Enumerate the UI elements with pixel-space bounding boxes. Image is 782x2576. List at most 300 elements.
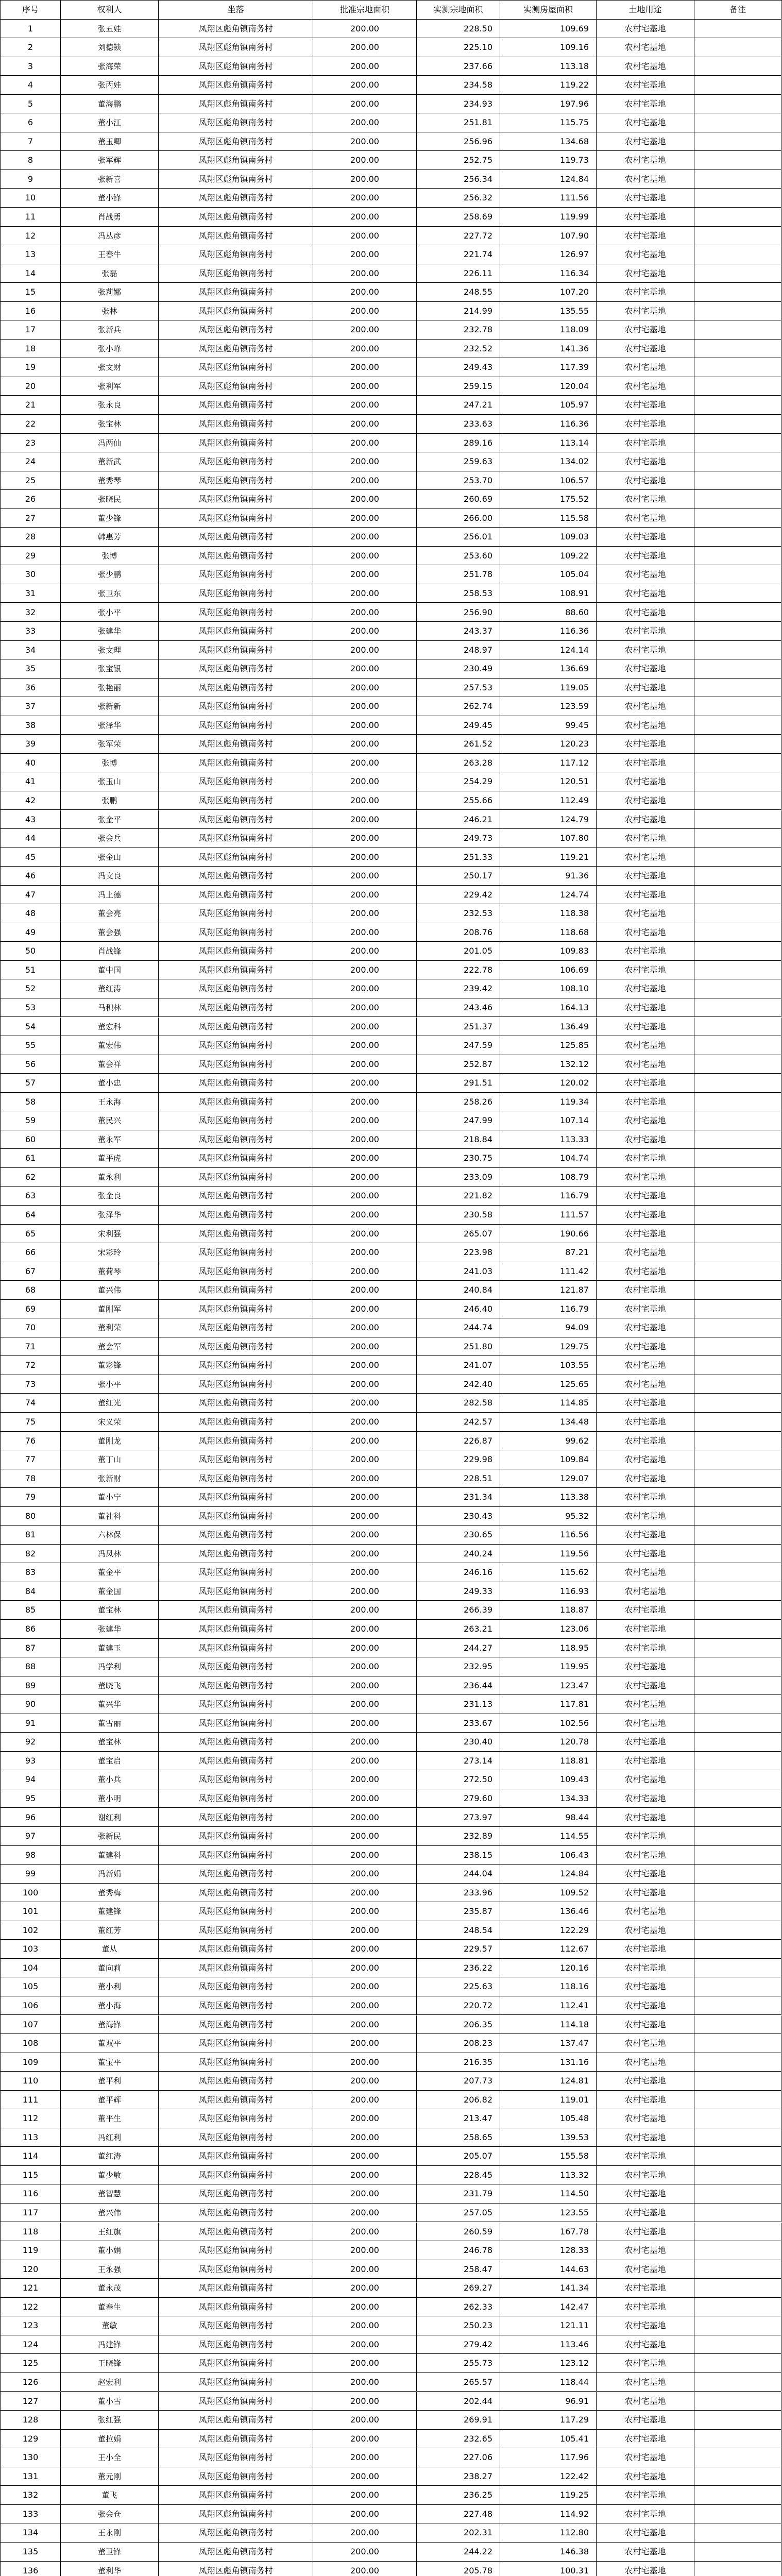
cell-land-use: 农村宅基地 [597,2279,694,2298]
cell-measured-land-area: 230.75 [417,1149,500,1168]
cell-approved-area: 200.00 [313,396,417,415]
cell-measured-building-area: 115.58 [500,509,597,528]
cell-measured-building-area: 108.91 [500,584,597,603]
cell-owner: 董平生 [61,2109,159,2128]
cell-owner: 董会亮 [61,904,159,923]
cell-owner: 董小娟 [61,2241,159,2260]
cell-index: 13 [1,245,61,264]
cell-index: 111 [1,2091,61,2110]
cell-measured-land-area: 289.16 [417,434,500,453]
cell-approved-area: 200.00 [313,829,417,848]
cell-remarks [694,1639,781,1658]
cell-measured-building-area: 114.18 [500,2015,597,2035]
cell-measured-land-area: 230.43 [417,1507,500,1526]
cell-measured-land-area: 240.84 [417,1281,500,1300]
cell-approved-area: 200.00 [313,772,417,791]
cell-location: 凤翔区彪角镇南务村 [159,2223,313,2242]
cell-measured-land-area: 262.74 [417,697,500,716]
cell-location: 凤翔区彪角镇南务村 [159,415,313,434]
cell-measured-land-area: 233.96 [417,1884,500,1903]
cell-measured-land-area: 241.03 [417,1262,500,1281]
cell-approved-area: 200.00 [313,1695,417,1714]
cell-measured-building-area: 128.33 [500,2241,597,2260]
cell-location: 凤翔区彪角镇南务村 [159,1356,313,1375]
cell-location: 凤翔区彪角镇南务村 [159,584,313,603]
cell-approved-area: 200.00 [313,904,417,923]
cell-location: 凤翔区彪角镇南务村 [159,245,313,264]
cell-remarks [694,1770,781,1789]
cell-location: 凤翔区彪角镇南务村 [159,1733,313,1752]
cell-measured-land-area: 256.32 [417,189,500,208]
cell-remarks [694,1413,781,1432]
cell-measured-building-area: 125.65 [500,1375,597,1394]
cell-location: 凤翔区彪角镇南务村 [159,2204,313,2223]
cell-land-use: 农村宅基地 [597,659,694,679]
cell-land-use: 农村宅基地 [597,2128,694,2147]
cell-remarks [694,584,781,603]
cell-land-use: 农村宅基地 [597,1356,694,1375]
cell-land-use: 农村宅基地 [597,1827,694,1846]
cell-land-use: 农村宅基地 [597,151,694,170]
cell-index: 8 [1,151,61,170]
cell-land-use: 农村宅基地 [597,2015,694,2035]
cell-location: 凤翔区彪角镇南务村 [159,2411,313,2430]
cell-measured-land-area: 237.66 [417,57,500,76]
cell-owner: 董中国 [61,961,159,980]
cell-approved-area: 200.00 [313,1074,417,1093]
cell-approved-area: 200.00 [313,2109,417,2128]
cell-remarks [694,1262,781,1281]
cell-owner: 董红芳 [61,1921,159,1940]
cell-remarks [694,2486,781,2505]
cell-approved-area: 200.00 [313,1149,417,1168]
header-measured-building-area: 实测房屋面积 [500,1,597,20]
cell-remarks [694,1657,781,1676]
cell-approved-area: 200.00 [313,76,417,95]
cell-location: 凤翔区彪角镇南务村 [159,1902,313,1921]
cell-land-use: 农村宅基地 [597,2204,694,2223]
cell-land-use: 农村宅基地 [597,2562,694,2576]
cell-owner: 董刚龙 [61,1432,159,1451]
cell-land-use: 农村宅基地 [597,283,694,302]
cell-approved-area: 200.00 [313,979,417,998]
cell-location: 凤翔区彪角镇南务村 [159,1695,313,1714]
cell-owner: 董小江 [61,113,159,132]
cell-location: 凤翔区彪角镇南务村 [159,528,313,547]
cell-location: 凤翔区彪角镇南务村 [159,2166,313,2185]
cell-remarks [694,264,781,283]
cell-land-use: 农村宅基地 [597,603,694,622]
cell-land-use: 农村宅基地 [597,1884,694,1903]
cell-land-use: 农村宅基地 [597,1620,694,1639]
cell-approved-area: 200.00 [313,754,417,773]
cell-owner: 董红涛 [61,979,159,998]
cell-remarks [694,1865,781,1884]
cell-owner: 张博 [61,547,159,566]
cell-land-use: 农村宅基地 [597,1450,694,1469]
cell-location: 凤翔区彪角镇南务村 [159,886,313,905]
cell-measured-building-area: 106.57 [500,471,597,490]
cell-land-use: 农村宅基地 [597,716,694,735]
cell-measured-land-area: 231.34 [417,1488,500,1507]
cell-remarks [694,1243,781,1262]
cell-location: 凤翔区彪角镇南务村 [159,471,313,490]
cell-remarks [694,1225,781,1244]
cell-owner: 肖战勇 [61,208,159,227]
cell-approved-area: 200.00 [313,2034,417,2053]
cell-measured-building-area: 123.59 [500,697,597,716]
cell-approved-area: 200.00 [313,471,417,490]
cell-measured-building-area: 113.32 [500,2166,597,2185]
cell-approved-area: 200.00 [313,490,417,509]
cell-location: 凤翔区彪角镇南务村 [159,2316,313,2335]
cell-owner: 张磊 [61,264,159,283]
cell-measured-building-area: 108.10 [500,979,597,998]
cell-measured-land-area: 229.98 [417,1450,500,1469]
cell-approved-area: 200.00 [313,2015,417,2035]
cell-index: 51 [1,961,61,980]
cell-approved-area: 200.00 [313,2335,417,2354]
cell-measured-building-area: 112.80 [500,2523,597,2543]
cell-approved-area: 200.00 [313,1225,417,1244]
cell-approved-area: 200.00 [313,2204,417,2223]
cell-remarks [694,1563,781,1582]
cell-measured-building-area: 119.22 [500,76,597,95]
cell-measured-land-area: 232.65 [417,2430,500,2449]
cell-owner: 董金平 [61,1563,159,1582]
cell-land-use: 农村宅基地 [597,697,694,716]
cell-index: 121 [1,2279,61,2298]
cell-approved-area: 200.00 [313,1187,417,1206]
cell-measured-land-area: 249.73 [417,829,500,848]
cell-owner: 张新财 [61,1469,159,1488]
cell-owner: 冯丛彦 [61,227,159,246]
cell-measured-land-area: 208.76 [417,923,500,942]
cell-owner: 董平利 [61,2072,159,2091]
cell-land-use: 农村宅基地 [597,829,694,848]
cell-owner: 张军辉 [61,151,159,170]
cell-land-use: 农村宅基地 [597,1714,694,1733]
cell-measured-building-area: 119.21 [500,848,597,867]
cell-location: 凤翔区彪角镇南务村 [159,189,313,208]
cell-approved-area: 200.00 [313,1884,417,1903]
cell-remarks [694,2109,781,2128]
cell-owner: 董宝林 [61,1733,159,1752]
cell-owner: 董会军 [61,1337,159,1357]
cell-measured-building-area: 105.41 [500,2430,597,2449]
cell-measured-land-area: 246.16 [417,1563,500,1582]
cell-owner: 董平虎 [61,1149,159,1168]
cell-measured-building-area: 129.07 [500,1469,597,1488]
cell-measured-building-area: 129.75 [500,1337,597,1357]
cell-land-use: 农村宅基地 [597,565,694,584]
cell-index: 86 [1,1620,61,1639]
cell-remarks [694,2223,781,2242]
cell-measured-building-area: 107.20 [500,283,597,302]
cell-measured-building-area: 137.47 [500,2034,597,2053]
cell-owner: 董建科 [61,1846,159,1865]
cell-land-use: 农村宅基地 [597,791,694,810]
cell-remarks [694,2034,781,2053]
cell-owner: 王永刚 [61,2523,159,2543]
cell-location: 凤翔区彪角镇南务村 [159,1808,313,1827]
cell-approved-area: 200.00 [313,2354,417,2373]
cell-index: 98 [1,1846,61,1865]
cell-remarks [694,302,781,321]
header-owner: 权利人 [61,1,159,20]
cell-approved-area: 200.00 [313,1375,417,1394]
cell-measured-land-area: 263.21 [417,1620,500,1639]
cell-remarks [694,396,781,415]
cell-land-use: 农村宅基地 [597,1921,694,1940]
cell-location: 凤翔区彪角镇南务村 [159,1620,313,1639]
cell-location: 凤翔区彪角镇南务村 [159,1488,313,1507]
cell-index: 21 [1,396,61,415]
cell-measured-building-area: 113.38 [500,1488,597,1507]
cell-measured-land-area: 251.33 [417,848,500,867]
cell-index: 78 [1,1469,61,1488]
cell-index: 55 [1,1036,61,1055]
cell-measured-land-area: 233.63 [417,415,500,434]
cell-measured-land-area: 291.51 [417,1074,500,1093]
cell-approved-area: 200.00 [313,38,417,57]
cell-approved-area: 200.00 [313,2091,417,2110]
cell-location: 凤翔区彪角镇南务村 [159,1639,313,1658]
cell-index: 132 [1,2486,61,2505]
cell-owner: 王小全 [61,2448,159,2467]
cell-measured-building-area: 112.41 [500,1996,597,2015]
cell-approved-area: 200.00 [313,1337,417,1357]
cell-index: 74 [1,1394,61,1413]
cell-approved-area: 200.00 [313,1036,417,1055]
cell-index: 76 [1,1432,61,1451]
cell-owner: 董永茂 [61,2279,159,2298]
cell-index: 117 [1,2204,61,2223]
cell-measured-land-area: 216.35 [417,2053,500,2072]
cell-land-use: 农村宅基地 [597,1018,694,1037]
cell-owner: 张博 [61,754,159,773]
cell-approved-area: 200.00 [313,810,417,829]
cell-owner: 王永海 [61,1093,159,1112]
cell-measured-land-area: 206.35 [417,2015,500,2035]
cell-land-use: 农村宅基地 [597,641,694,660]
cell-index: 71 [1,1337,61,1357]
cell-measured-land-area: 232.95 [417,1657,500,1676]
cell-index: 95 [1,1789,61,1808]
cell-measured-land-area: 282.58 [417,1394,500,1413]
cell-measured-building-area: 105.97 [500,396,597,415]
cell-owner: 冯新娟 [61,1865,159,1884]
cell-measured-building-area: 113.18 [500,57,597,76]
cell-land-use: 农村宅基地 [597,2543,694,2562]
cell-index: 58 [1,1093,61,1112]
cell-land-use: 农村宅基地 [597,1846,694,1865]
cell-index: 136 [1,2562,61,2576]
cell-land-use: 农村宅基地 [597,735,694,754]
cell-approved-area: 200.00 [313,1865,417,1884]
cell-measured-building-area: 118.44 [500,2373,597,2392]
cell-measured-land-area: 266.39 [417,1601,500,1620]
cell-location: 凤翔区彪角镇南务村 [159,2053,313,2072]
cell-measured-building-area: 136.69 [500,659,597,679]
cell-measured-land-area: 269.91 [417,2411,500,2430]
cell-approved-area: 200.00 [313,2523,417,2543]
cell-land-use: 农村宅基地 [597,904,694,923]
cell-owner: 张新喜 [61,170,159,189]
cell-measured-land-area: 206.82 [417,2091,500,2110]
cell-measured-building-area: 96.91 [500,2392,597,2411]
cell-approved-area: 200.00 [313,1394,417,1413]
cell-measured-land-area: 246.40 [417,1300,500,1319]
cell-owner: 董小利 [61,1977,159,1996]
cell-measured-building-area: 109.22 [500,547,597,566]
cell-owner: 六林保 [61,1526,159,1545]
cell-measured-land-area: 228.51 [417,1469,500,1488]
cell-measured-building-area: 120.78 [500,1733,597,1752]
cell-approved-area: 200.00 [313,1996,417,2015]
cell-land-use: 农村宅基地 [597,1789,694,1808]
cell-owner: 刘德锁 [61,38,159,57]
cell-approved-area: 200.00 [313,452,417,471]
cell-approved-area: 200.00 [313,622,417,641]
cell-index: 44 [1,829,61,848]
cell-index: 127 [1,2392,61,2411]
cell-approved-area: 200.00 [313,2373,417,2392]
cell-measured-land-area: 244.22 [417,2543,500,2562]
cell-remarks [694,1111,781,1130]
cell-location: 凤翔区彪角镇南务村 [159,302,313,321]
cell-measured-building-area: 120.04 [500,377,597,396]
cell-land-use: 农村宅基地 [597,2354,694,2373]
cell-land-use: 农村宅基地 [597,1676,694,1696]
cell-location: 凤翔区彪角镇南务村 [159,1375,313,1394]
cell-approved-area: 200.00 [313,716,417,735]
cell-measured-land-area: 259.15 [417,377,500,396]
cell-measured-land-area: 226.11 [417,264,500,283]
cell-measured-land-area: 201.05 [417,942,500,961]
cell-index: 54 [1,1018,61,1037]
cell-measured-building-area: 146.38 [500,2543,597,2562]
cell-index: 20 [1,377,61,396]
cell-approved-area: 200.00 [313,2053,417,2072]
cell-index: 68 [1,1281,61,1300]
cell-land-use: 农村宅基地 [597,76,694,95]
cell-measured-building-area: 123.55 [500,2204,597,2223]
cell-land-use: 农村宅基地 [597,2091,694,2110]
cell-measured-building-area: 190.66 [500,1225,597,1244]
cell-index: 81 [1,1526,61,1545]
cell-owner: 马积林 [61,998,159,1018]
cell-measured-land-area: 249.33 [417,1582,500,1601]
cell-remarks [694,2015,781,2035]
cell-index: 108 [1,2034,61,2053]
cell-measured-building-area: 134.02 [500,452,597,471]
cell-location: 凤翔区彪角镇南务村 [159,1977,313,1996]
cell-measured-land-area: 234.58 [417,76,500,95]
cell-approved-area: 200.00 [313,1827,417,1846]
cell-location: 凤翔区彪角镇南务村 [159,1206,313,1225]
cell-index: 65 [1,1225,61,1244]
cell-approved-area: 200.00 [313,2072,417,2091]
cell-measured-building-area: 119.99 [500,208,597,227]
cell-owner: 董小忠 [61,1074,159,1093]
cell-location: 凤翔区彪角镇南务村 [159,679,313,698]
cell-owner: 张建华 [61,622,159,641]
cell-land-use: 农村宅基地 [597,2467,694,2486]
cell-remarks [694,208,781,227]
cell-land-use: 农村宅基地 [597,1563,694,1582]
cell-location: 凤翔区彪角镇南务村 [159,1450,313,1469]
cell-index: 113 [1,2128,61,2147]
cell-remarks [694,2523,781,2543]
cell-owner: 董海锋 [61,2015,159,2035]
cell-land-use: 农村宅基地 [597,1545,694,1564]
cell-measured-land-area: 243.37 [417,622,500,641]
cell-measured-land-area: 208.23 [417,2034,500,2053]
cell-index: 91 [1,1714,61,1733]
cell-index: 85 [1,1601,61,1620]
cell-land-use: 农村宅基地 [597,547,694,566]
cell-approved-area: 200.00 [313,1789,417,1808]
cell-owner: 张小平 [61,1375,159,1394]
cell-remarks [694,1940,781,1959]
cell-remarks [694,810,781,829]
cell-measured-land-area: 228.50 [417,20,500,39]
cell-measured-land-area: 256.01 [417,528,500,547]
cell-approved-area: 200.00 [313,2562,417,2576]
cell-approved-area: 200.00 [313,1450,417,1469]
cell-remarks [694,2392,781,2411]
cell-approved-area: 200.00 [313,961,417,980]
cell-approved-area: 200.00 [313,1018,417,1037]
cell-location: 凤翔区彪角镇南务村 [159,659,313,679]
cell-measured-building-area: 155.58 [500,2147,597,2166]
cell-owner: 董宝平 [61,2053,159,2072]
cell-approved-area: 200.00 [313,1488,417,1507]
cell-measured-land-area: 263.28 [417,754,500,773]
cell-owner: 张小平 [61,603,159,622]
cell-land-use: 农村宅基地 [597,415,694,434]
cell-owner: 董飞 [61,2486,159,2505]
cell-location: 凤翔区彪角镇南务村 [159,547,313,566]
cell-location: 凤翔区彪角镇南务村 [159,754,313,773]
cell-approved-area: 200.00 [313,509,417,528]
cell-remarks [694,1620,781,1639]
cell-measured-land-area: 220.72 [417,1996,500,2015]
cell-index: 80 [1,1507,61,1526]
cell-measured-land-area: 254.29 [417,772,500,791]
cell-index: 62 [1,1168,61,1187]
cell-location: 凤翔区彪角镇南务村 [159,170,313,189]
cell-measured-building-area: 105.48 [500,2109,597,2128]
cell-remarks [694,490,781,509]
cell-index: 22 [1,415,61,434]
cell-measured-building-area: 120.16 [500,1959,597,1978]
cell-measured-land-area: 252.87 [417,1055,500,1074]
header-index: 序号 [1,1,61,20]
cell-location: 凤翔区彪角镇南务村 [159,2505,313,2524]
cell-remarks [694,1149,781,1168]
cell-measured-land-area: 230.65 [417,1526,500,1545]
cell-measured-land-area: 241.07 [417,1356,500,1375]
cell-measured-building-area: 120.23 [500,735,597,754]
cell-index: 97 [1,1827,61,1846]
cell-land-use: 农村宅基地 [597,1187,694,1206]
cell-approved-area: 200.00 [313,584,417,603]
cell-owner: 王春牛 [61,245,159,264]
cell-owner: 董平辉 [61,2091,159,2110]
cell-land-use: 农村宅基地 [597,810,694,829]
